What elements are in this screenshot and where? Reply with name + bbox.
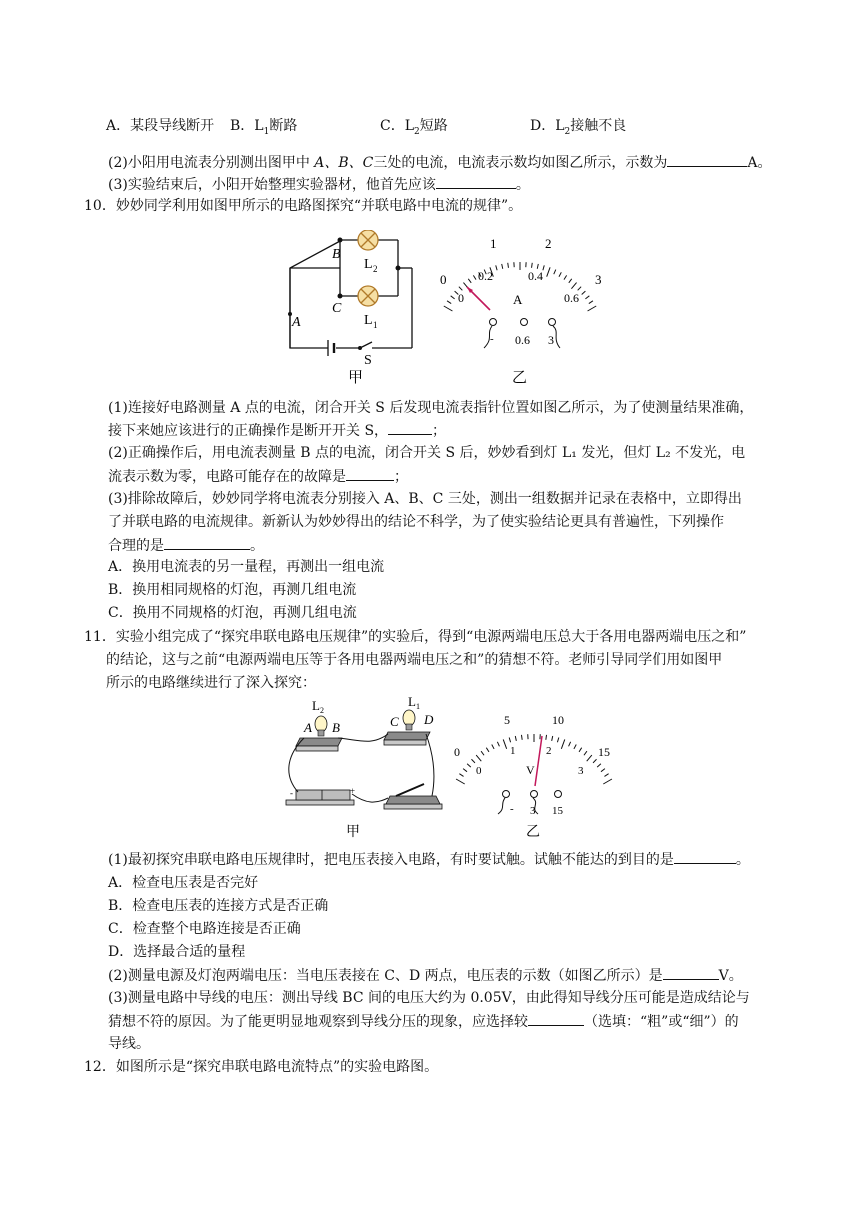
dial-tick-mark: [593, 759, 596, 763]
q11-stem-line3: 所示的电路继续进行了深入探究：: [106, 675, 316, 691]
q10-part-1-line2: 接下来她应该进行的正确操作是断开开关 S， ；: [108, 420, 446, 441]
l2-subscript: 2: [320, 706, 324, 715]
dial-tick-mark: [601, 769, 605, 772]
terminal-label: 3: [548, 333, 554, 347]
q11-part-1: (1)最初探究串联电路电压规律时，把电压表接入电路，有时要试触。试触不能达的到目的是 。: [108, 849, 750, 870]
figure-label-jia: 甲: [348, 370, 364, 386]
ammeter-dial: [440, 236, 602, 348]
node-c-label: C: [332, 301, 342, 316]
dial-tick-mark: [508, 263, 509, 268]
q11-part-3-line2: 猜想不符的原因。为了能更明显地观察到导线分压的现象，应选择较 （选填：“粗”或“细”）的: [108, 1011, 739, 1032]
terminal-label: 3: [530, 805, 536, 817]
answer-blank[interactable]: [663, 965, 719, 980]
dial-tick-mark: [456, 779, 465, 784]
q11-option-a: A．检查电压表是否完好: [108, 875, 259, 891]
figure-label-yi: 乙: [526, 825, 540, 840]
battery-icon: [296, 790, 350, 800]
dial-tick-mark: [543, 265, 544, 270]
terminal-label: -: [510, 803, 514, 815]
dial-tick-mark: [492, 745, 494, 749]
dial-tick-mark: [554, 270, 556, 275]
l1-subscript: 1: [373, 320, 378, 330]
terminal-label: -: [490, 333, 494, 345]
dial-bottom-tick: 1: [510, 745, 516, 757]
l2-subscript: 2: [373, 264, 378, 274]
q10-part-2-line2: 流表示数为零，电路可能存在的故障是 ；: [108, 466, 408, 487]
dial-tick-mark: [547, 267, 550, 276]
q10-option-a: A．换用电流表的另一量程，再测出一组电流: [108, 559, 385, 575]
bulb-l2-icon: [315, 716, 327, 732]
dial-top-tick: 1: [490, 236, 497, 251]
node-d-label: D: [424, 712, 434, 727]
dial-tick-mark: [447, 301, 451, 304]
dial-tick-mark: [574, 745, 576, 749]
dial-tick-mark: [496, 265, 497, 270]
dial-tick-mark: [552, 736, 553, 741]
figure-10: [280, 230, 610, 390]
dial-tick-mark: [515, 736, 516, 741]
dial-tick-mark: [561, 739, 564, 748]
node-a-label: A: [292, 315, 301, 330]
answer-blank[interactable]: [436, 174, 516, 189]
node-b-label: B: [332, 720, 340, 735]
dial-tick-mark: [582, 291, 586, 294]
dial-tick-mark: [503, 739, 506, 748]
dial-tick-mark: [571, 283, 576, 289]
dial-bottom-tick: 0: [476, 765, 482, 777]
q10-part-1-line1: (1)连接好电路测量 A 点的电流，闭合开关 S 后发现电流表指针位置如图乙所示，为了使测量结果准确，: [108, 400, 754, 416]
dial-tick-mark: [459, 774, 463, 777]
dial-top-tick: 5: [504, 713, 510, 727]
dial-tick-mark: [468, 279, 471, 283]
terminal-label: 15: [552, 805, 563, 817]
dial-tick-mark: [557, 737, 558, 742]
circuit-diagram-jia: [290, 240, 412, 348]
dial-top-tick: 15: [598, 745, 610, 759]
dial-tick-mark: [532, 263, 533, 268]
dial-tick-mark: [587, 755, 592, 761]
node-a-label: A: [304, 720, 312, 735]
dial-tick-mark: [603, 779, 612, 784]
q9-option-d: D．$L_2$接触不良: [530, 118, 627, 137]
dial-tick-mark: [473, 275, 476, 279]
dial-tick-mark: [481, 751, 484, 755]
switch-label: S: [364, 353, 372, 368]
q11-stem-line1: 11．实验小组完成了“探究串联电路电压规律”的实验后，得到“电源两端电压总大于各用电器两端电压之和”: [84, 629, 747, 645]
dial-bottom-tick: 2: [546, 745, 552, 757]
dial-tick-mark: [546, 735, 547, 740]
q9-option-c: C．$L_2$短路: [380, 118, 448, 137]
answer-blank[interactable]: [674, 849, 736, 864]
lamp-l1-icon: [358, 286, 378, 306]
meter-unit-label: A: [513, 292, 523, 307]
dial-tick-mark: [588, 306, 597, 311]
answer-blank[interactable]: [528, 1011, 584, 1026]
l2-label: L: [312, 698, 320, 713]
q10-option-b: B．换用相同规格的灯泡，再测几组电流: [108, 582, 357, 598]
voltmeter-dial: [454, 713, 612, 817]
answer-blank[interactable]: [346, 466, 394, 481]
node-b-label: B: [332, 247, 341, 262]
dial-top-tick: 0: [440, 272, 447, 287]
dial-tick-mark: [502, 264, 503, 269]
dial-tick-mark: [604, 774, 608, 777]
dial-tick-mark: [476, 755, 481, 761]
q10-part-3-line2: 了并联电路的电流规律。新新认为妙妙得出的结论不科学，为了使实验结论更具有普遍性，下列操作: [108, 514, 724, 530]
battery-minus: -: [290, 788, 293, 798]
bulb-l1-icon: [403, 710, 415, 726]
dial-tick-mark: [564, 275, 567, 279]
dial-top-tick: 2: [545, 236, 552, 251]
q11-stem-line2: 的结论，这与之前“电源两端电压等于各用电器两端电压之和”的猜想不符。老师引导同学们用如图甲: [106, 652, 723, 668]
l1-label: L: [408, 696, 416, 709]
q11-option-b: B．检查电压表的连接方式是否正确: [108, 898, 329, 914]
q9-option-b: B．$L_1$断路: [230, 118, 298, 137]
l1-label: L: [364, 313, 373, 328]
dial-tick-mark: [569, 742, 571, 747]
dial-top-tick: 3: [595, 272, 602, 287]
l2-label: L: [364, 257, 373, 272]
lamp-l2-icon: [358, 230, 378, 250]
node-c-label: C: [390, 714, 399, 729]
dial-tick-mark: [497, 742, 499, 747]
answer-blank[interactable]: [667, 152, 747, 167]
l1-subscript: 1: [416, 702, 420, 711]
dial-tick-mark: [509, 737, 510, 742]
meter-unit-label: V: [526, 763, 535, 777]
q9-part-3: (3)实验结束后，小阳开始整理实验器材，他首先应该 。: [108, 174, 530, 195]
battery-plus: +: [350, 786, 356, 796]
dial-bottom-tick: 0.2: [478, 269, 493, 283]
dial-tick-mark: [559, 272, 561, 276]
dial-top-tick: 10: [552, 713, 564, 727]
q11-part-3-line1: (3)测量电路中导线的电压：测出导线 BC 间的电压大约为 0.05V，由此得知导线分压可能是造成结论与: [108, 990, 750, 1006]
q10-option-c: C．换用不同规格的灯泡，再测几组电流: [108, 605, 357, 621]
q9-part-2: (2)小阳用电流表分别测出图甲中 A、B、C三处的电流，电流表示数均如图乙所示，示数为 A。: [108, 152, 772, 173]
q10-part-2-line1: (2)正确操作后，用电流表测量 B 点的电流，闭合开关 S 后，妙妙看到灯 L₁ 发光，但灯 L₂ 不发光，电: [108, 445, 746, 461]
dial-tick-mark: [486, 748, 489, 752]
q10-part-3-line1: (3)排除故障后，妙妙同学将电流表分别接入 A、B、C 三处，测出一组数据并记录在表格中，立即得出: [108, 491, 742, 507]
dial-tick-mark: [444, 306, 453, 311]
q9-option-a: A．某段导线断开: [106, 118, 215, 134]
dial-tick-mark: [579, 748, 582, 752]
meter-needle: [535, 736, 542, 786]
q12-stem: 12．如图所示是“探究串联电路电流特点”的实验电路图。: [84, 1059, 439, 1075]
terminal-label: 0.6: [515, 333, 530, 347]
answer-blank[interactable]: [388, 420, 432, 435]
switch-icon: [396, 784, 424, 796]
dial-tick-mark: [463, 769, 467, 772]
figure-11: [276, 696, 626, 840]
dial-bottom-tick: 0.4: [528, 269, 543, 283]
q10-part-3-line3: 合理的是 。: [108, 535, 264, 556]
dial-tick-mark: [471, 759, 474, 763]
answer-blank[interactable]: [164, 535, 250, 550]
dial-tick-mark: [569, 279, 572, 283]
q11-option-d: D．选择最合适的量程: [108, 944, 246, 960]
figure-label-jia: 甲: [346, 825, 360, 840]
dial-bottom-tick: 3: [578, 765, 584, 777]
dial-tick-mark: [589, 301, 593, 304]
dial-top-tick: 0: [454, 745, 460, 759]
q11-option-c: C．检查整个电路连接是否正确: [108, 921, 301, 937]
dial-tick-mark: [585, 296, 589, 299]
q10-stem: 10．妙妙同学利用如图甲所示的电路图探究“并联电路中电流的规律”。: [84, 198, 523, 214]
dial-tick-mark: [521, 735, 522, 740]
dial-tick-mark: [597, 764, 601, 767]
dial-tick-mark: [578, 287, 581, 291]
dial-bottom-tick: 0: [458, 291, 464, 305]
dial-tick-mark: [584, 751, 587, 755]
dial-tick-mark: [459, 287, 462, 291]
dial-tick-mark: [467, 764, 471, 767]
q11-part-2: (2)测量电源及灯泡两端电压：当电压表接在 C、D 两点，电压表的示数（如图乙所示）是 V。: [108, 965, 743, 986]
dial-bottom-tick: 0.6: [564, 291, 579, 305]
dial-tick-mark: [451, 296, 455, 299]
figure-label-yi: 乙: [512, 370, 528, 386]
q11-part-3-line3: 导线。: [108, 1036, 150, 1052]
